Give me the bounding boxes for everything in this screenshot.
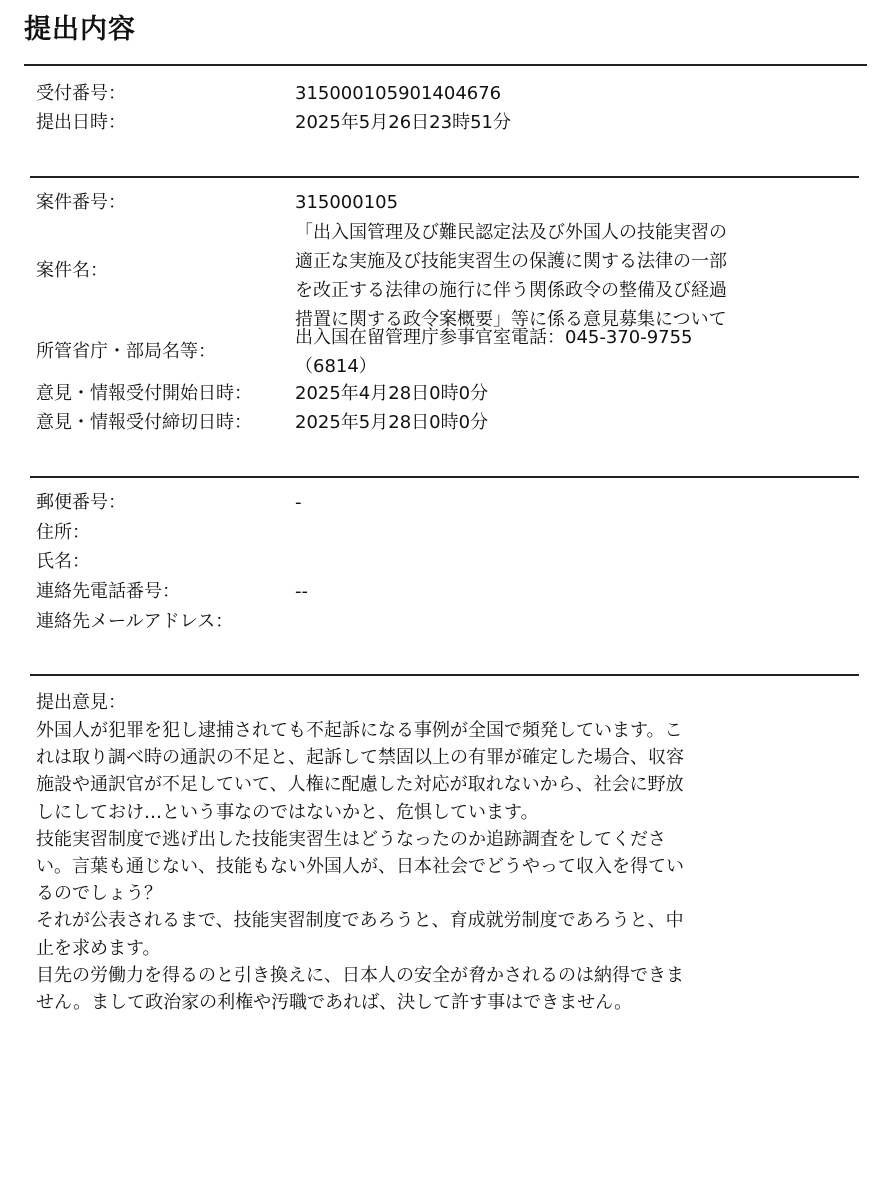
- end-datetime-value: 2025年5月28日0時0分: [295, 412, 489, 433]
- email-label: 連絡先メールアドレス：: [36, 611, 234, 632]
- case-number-label: 案件番号：: [36, 192, 126, 213]
- case-name-line: を改正する法律の施行に伴う関係政令の整備及び経過: [295, 280, 727, 301]
- opinion-line: 止を求めます。: [36, 937, 161, 959]
- receipt-number-label: 受付番号：: [36, 83, 126, 104]
- ministry-line: 出入国在留管理庁参事官室電話：045-370-9755: [295, 327, 693, 348]
- opinion-line: 外国人が犯罪を犯し逮捕されても不起訴になる事例が全国で頻発しています。こ: [36, 720, 683, 741]
- end-datetime-label: 意見・情報受付締切日時：: [36, 412, 252, 433]
- opinion-line: それが公表されるまで、技能実習制度であろうと、育成就労制度であろうと、中: [36, 910, 684, 932]
- address-label: 住所：: [36, 522, 90, 543]
- phone-value: --: [295, 581, 308, 602]
- case-name-line: 適正な実施及び技能実習生の保護に関する法律の一部: [295, 251, 727, 272]
- opinion-label: 提出意見：: [36, 692, 126, 713]
- name-label: 氏名：: [36, 551, 90, 572]
- opinion-line: 施設や通訳官が不足していて、人権に配慮した対応が取れないから、社会に野放: [36, 774, 684, 796]
- opinion-line: い。言葉も通じない、技能もない外国人が、日本社会でどうやって収入を得てい: [36, 856, 684, 878]
- opinion-line: 技能実習制度で逃げ出した技能実習生はどうなったのか追跡調査をしてくださ: [36, 828, 666, 850]
- postal-code-value: -: [295, 492, 302, 513]
- case-name-label: 案件名：: [36, 260, 108, 281]
- start-datetime-label: 意見・情報受付開始日時：: [36, 383, 252, 404]
- opinion-line: しにしておけ…という事なのではないかと、危惧しています。: [36, 801, 539, 823]
- phone-label: 連絡先電話番号：: [36, 581, 180, 602]
- start-datetime-value: 2025年4月28日0時0分: [295, 383, 489, 404]
- opinion-line: 目先の労働力を得るのと引き換えに、日本人の安全が脅かされるのは納得できま: [36, 964, 684, 986]
- opinion-line: せん。まして政治家の利権や汚職であれば、決して許す事はできません。: [36, 992, 633, 1014]
- receipt-number-value: 315000105901404676: [295, 83, 502, 104]
- section-divider: [30, 674, 859, 676]
- case-name-line: 「出入国管理及び難民認定法及び外国人の技能実習の: [295, 222, 727, 243]
- postal-code-label: 郵便番号：: [36, 492, 126, 513]
- case-name-value: [295, 218, 727, 334]
- section-divider: [30, 176, 859, 178]
- ministry-value: [295, 323, 693, 381]
- opinion-body: [36, 717, 856, 1016]
- case-name-line: 措置に関する政令案概要」等に係る意見募集について: [295, 309, 727, 330]
- submit-datetime-label: 提出日時：: [36, 112, 126, 133]
- section-divider: [24, 64, 867, 66]
- opinion-line: るのでしょう？: [36, 883, 162, 905]
- opinion-line: れは取り調べ時の通訳の不足と、起訴して禁固以上の有罪が確定した場合、収容: [36, 747, 684, 769]
- case-number-value: 315000105: [295, 192, 399, 213]
- ministry-label: 所管省庁・部局名等：: [36, 341, 216, 362]
- page-title: 提出内容: [24, 14, 136, 45]
- section-divider: [30, 476, 859, 478]
- submit-datetime-value: 2025年5月26日23時51分: [295, 112, 511, 133]
- ministry-line: （6814）: [295, 356, 377, 377]
